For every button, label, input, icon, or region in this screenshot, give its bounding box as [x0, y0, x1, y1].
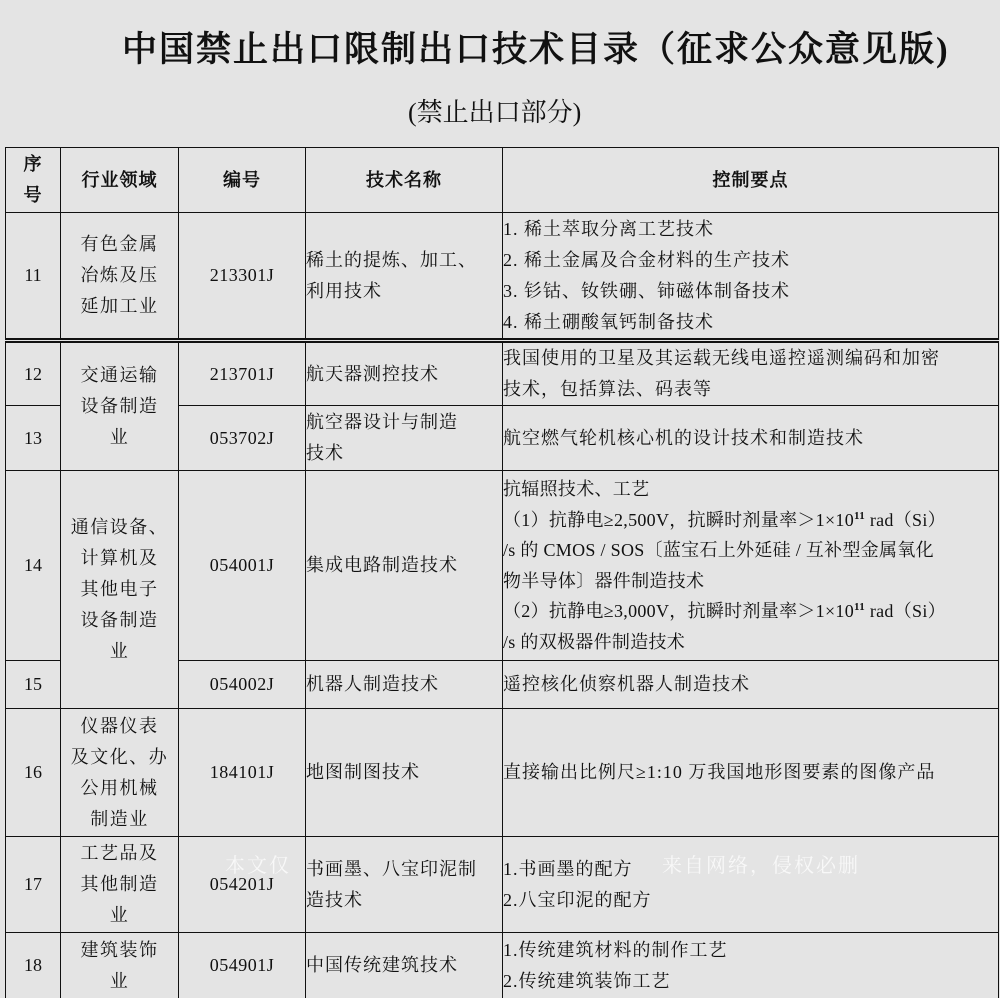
- control-point-line: 2.八宝印泥的配方: [503, 889, 652, 910]
- row-tech-name: [306, 341, 503, 406]
- row-control-points: [503, 709, 999, 837]
- header-seq: [6, 148, 61, 213]
- watermark-text: 本文仅: [225, 855, 291, 877]
- header-control-points: 控制要点: [503, 148, 999, 213]
- row-seq: 14: [6, 471, 61, 661]
- row-code: 054002J: [179, 661, 306, 709]
- header-seq-line: 号: [23, 185, 43, 205]
- industry-line: 业: [109, 427, 130, 447]
- row-code: 054001J: [179, 471, 306, 661]
- row-control-points: [503, 213, 999, 341]
- control-point-line: /s 的 CMOS / SOS〔蓝宝石上外延硅 / 互补型金属氧化: [503, 540, 934, 560]
- industry-line: 及文化、办: [70, 746, 169, 767]
- row-code: 054201J: [179, 837, 306, 933]
- row-tech-name: [306, 709, 503, 837]
- control-point-text: rad（Si）: [865, 601, 946, 621]
- control-point-line: 1. 稀土萃取分离工艺技术: [503, 218, 714, 239]
- control-point-line: 航空燃气轮机核心机的设计技术和制造技术: [503, 427, 864, 448]
- industry-line: 延加工业: [80, 296, 159, 316]
- table-row: [6, 837, 999, 933]
- row-tech-name: [306, 661, 503, 709]
- row-seq: 16: [6, 709, 61, 837]
- industry-line: 有色金属: [80, 234, 159, 254]
- tech-name-line: 书画墨、八宝印泥制: [306, 858, 477, 879]
- row-control-points: [503, 406, 999, 471]
- row-control-points: [503, 341, 999, 406]
- document-title: 中国禁止出口限制出口技术目录（征求公众意见版): [122, 30, 950, 69]
- superscript-exponent: 11: [854, 509, 866, 522]
- row-industry: [61, 837, 179, 933]
- industry-line: 通信设备、: [70, 517, 169, 537]
- control-point-text: rad（Si）: [865, 509, 946, 530]
- table-header-row: [6, 148, 999, 213]
- industry-line: 业: [109, 641, 130, 661]
- industry-line: 业: [109, 970, 130, 991]
- row-tech-name: [306, 213, 503, 341]
- industry-line: 设备制造: [80, 610, 159, 630]
- row-seq: 17: [6, 837, 61, 933]
- row-seq: 12: [6, 341, 61, 406]
- industry-line: 交通运输: [80, 365, 159, 385]
- document-subtitle: (禁止出口部分): [408, 98, 582, 127]
- tech-name-line: 技术: [306, 443, 344, 463]
- row-industry: [61, 471, 179, 709]
- row-seq: 18: [6, 933, 61, 998]
- tech-name-line: 航天器测控技术: [306, 363, 439, 384]
- industry-line: 建筑装饰: [80, 939, 159, 960]
- table-row: [6, 471, 999, 661]
- row-control-points: [503, 661, 999, 709]
- industry-line: 工艺品及: [80, 843, 159, 863]
- tech-name-line: 稀土的提炼、加工、: [306, 249, 477, 270]
- row-industry: [61, 341, 179, 471]
- control-point-line: 2. 稀土金属及合金材料的生产技术: [503, 249, 790, 270]
- industry-line: 计算机及: [80, 548, 159, 568]
- tech-name-line: 集成电路制造技术: [306, 555, 458, 575]
- industry-line: 制造业: [90, 808, 149, 829]
- row-control-points: [503, 471, 999, 661]
- control-point-line: 物半导体〕器件制造技术: [503, 570, 705, 591]
- industry-line: 其他电子: [80, 579, 159, 599]
- superscript-exponent: 11: [854, 601, 866, 613]
- tech-name-line: 造技术: [306, 889, 363, 910]
- control-point-line: 技术，包括算法、码表等: [503, 379, 712, 399]
- header-tech-name: 技术名称: [306, 148, 503, 213]
- control-point-line: 直接输出比例尺≥1:10 万我国地形图要素的图像产品: [503, 762, 936, 782]
- row-code: 184101J: [179, 709, 306, 837]
- industry-line: 冶炼及压: [80, 265, 159, 285]
- watermark-text: 来自网络，侵权必删: [662, 855, 860, 877]
- row-seq: 11: [6, 213, 61, 341]
- industry-line: 设备制造: [80, 396, 159, 416]
- control-point-line: 抗辐照技术、工艺: [503, 479, 650, 499]
- header-seq-line: 序: [23, 154, 43, 174]
- table-row: [6, 341, 999, 406]
- tech-name-line: 航空器设计与制造: [306, 412, 458, 432]
- table-row: [6, 709, 999, 837]
- row-industry: [61, 709, 179, 837]
- control-point-line: 4. 稀土硼酸氧钙制备技术: [503, 311, 714, 332]
- tech-name-line: 地图制图技术: [306, 762, 420, 782]
- tech-name-line: 机器人制造技术: [306, 674, 439, 694]
- table-row: [6, 213, 999, 341]
- tech-name-line: 中国传统建筑技术: [306, 955, 458, 975]
- row-code: 213301J: [179, 213, 306, 341]
- table-row: [6, 933, 999, 998]
- row-industry: [61, 213, 179, 341]
- row-industry: [61, 933, 179, 998]
- control-point-text: （2）抗静电≥3,000V，抗瞬时剂量率＞1×10: [503, 601, 855, 621]
- control-point-line: 3. 钐钴、钕铁硼、铈磁体制备技术: [503, 280, 790, 301]
- row-tech-name: [306, 837, 503, 933]
- industry-line: 业: [109, 905, 130, 925]
- row-code: 053702J: [179, 406, 306, 471]
- industry-line: 其他制造: [80, 874, 159, 894]
- row-control-points: [503, 933, 999, 998]
- control-point-line: 1.书画墨的配方: [503, 858, 633, 879]
- control-point-line: 我国使用的卫星及其运载无线电遥控遥测编码和加密: [503, 348, 940, 368]
- control-point-line: [503, 505, 998, 536]
- control-point-line: /s 的双极器件制造技术: [503, 631, 686, 652]
- control-point-line: 遥控核化侦察机器人制造技术: [503, 674, 750, 694]
- tech-name-line: 利用技术: [306, 280, 382, 301]
- header-industry: 行业领域: [61, 148, 179, 213]
- export-control-table: [5, 147, 999, 998]
- row-control-points: [503, 837, 999, 933]
- control-point-text: （1）抗静电≥2,500V，抗瞬时剂量率＞1×10: [503, 509, 855, 530]
- header-code: 编号: [179, 148, 306, 213]
- row-tech-name: [306, 406, 503, 471]
- industry-line: 公用机械: [80, 777, 159, 798]
- industry-line: 仪器仪表: [80, 715, 159, 736]
- control-point-line: [503, 596, 998, 627]
- row-tech-name: [306, 933, 503, 998]
- row-seq: 15: [6, 661, 61, 709]
- control-point-line: 1.传统建筑材料的制作工艺: [503, 939, 728, 960]
- control-point-line: 2.传统建筑装饰工艺: [503, 970, 671, 991]
- row-tech-name: [306, 471, 503, 661]
- row-seq: 13: [6, 406, 61, 471]
- row-code: 054901J: [179, 933, 306, 998]
- row-code: 213701J: [179, 341, 306, 406]
